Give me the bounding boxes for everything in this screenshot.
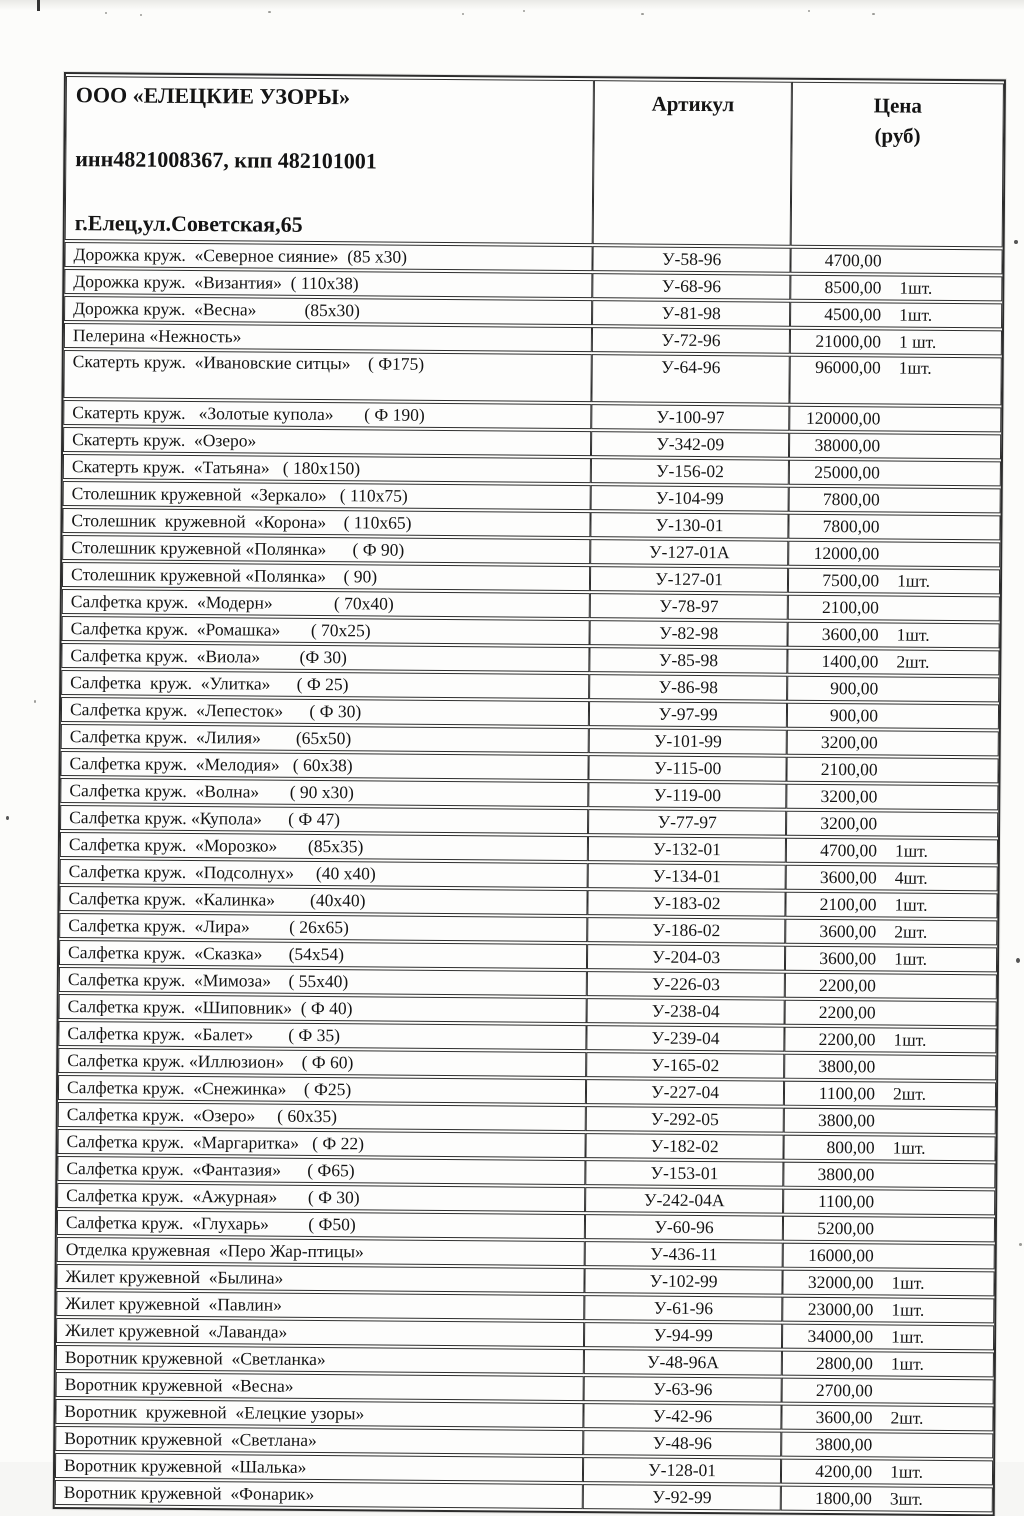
price-header-line-2: (руб) <box>874 123 921 148</box>
price-value: 16000,00 <box>808 1244 874 1266</box>
item-name: Салфетка круж. «Лепесток» ( Ф 30) <box>61 697 589 726</box>
price-value: 3600,00 <box>821 623 879 645</box>
item-name: Салфетка круж. «Волна» ( 90 х30) <box>60 778 588 807</box>
price-value: 2200,00 <box>818 1028 876 1050</box>
item-article: У-204-03 <box>587 944 785 971</box>
item-price-cell <box>782 1324 994 1351</box>
item-price-cell <box>782 1297 994 1324</box>
scan-speck <box>1014 240 1018 244</box>
item-article: У-64-96 <box>592 354 790 404</box>
qty-value: 2шт. <box>893 1083 927 1104</box>
item-price-cell <box>787 703 999 730</box>
item-article: У-63-96 <box>584 1376 782 1403</box>
item-article: У-226-03 <box>587 971 785 998</box>
item-name: Воротник кружевной «Светланка» <box>56 1345 584 1374</box>
price-value: 34000,00 <box>807 1325 874 1347</box>
item-price-cell <box>783 1216 995 1243</box>
price-value: 4500,00 <box>824 303 882 325</box>
item-article: У-153-01 <box>586 1160 784 1187</box>
item-article: У-292-05 <box>586 1106 784 1133</box>
item-name: Воротник кружевной «Весна» <box>56 1372 584 1401</box>
item-article: У-182-02 <box>586 1133 784 1160</box>
item-price-cell <box>787 757 999 784</box>
item-price-cell <box>787 676 999 703</box>
item-article: У-60-96 <box>585 1214 783 1241</box>
price-value: 2100,00 <box>821 596 879 618</box>
price-value: 3600,00 <box>815 1406 873 1428</box>
item-article: У-186-02 <box>587 917 785 944</box>
qty-value: 1шт. <box>891 1272 925 1293</box>
qty-value: 1шт. <box>890 1353 924 1374</box>
scan-speck <box>462 13 464 15</box>
price-value: 3200,00 <box>820 785 878 807</box>
item-price-cell <box>782 1351 994 1378</box>
column-header-article: Артикул <box>593 80 792 246</box>
item-price-cell <box>784 1081 996 1108</box>
item-price-cell <box>790 275 1002 302</box>
item-name: Салфетка круж. «Лира» ( 26х65) <box>59 913 587 942</box>
item-name: Скатерть круж. «Татьяна» ( 180х150) <box>63 454 591 483</box>
item-article: У-61-96 <box>584 1295 782 1322</box>
price-value: 2700,00 <box>815 1379 873 1401</box>
scan-speck <box>105 12 107 14</box>
item-price-cell <box>787 730 999 757</box>
item-price-cell <box>783 1243 995 1270</box>
company-info <box>65 76 595 244</box>
item-name: Салфетка круж. «Иллюзион» ( Ф 60) <box>58 1048 586 1077</box>
item-article: У-342-09 <box>591 431 789 458</box>
price-value: 1400,00 <box>821 650 879 672</box>
qty-value: 1шт. <box>897 570 931 591</box>
item-article: У-78-97 <box>590 593 788 620</box>
item-name: Салфетка круж. «Мелодия» ( 60х38) <box>60 751 588 780</box>
company-line-2: инн4821008367, кпп 482101001 <box>75 146 377 174</box>
price-value: 8500,00 <box>824 276 882 298</box>
item-name: Салфетка круж. «Маргаритка» ( Ф 22) <box>58 1129 586 1158</box>
item-name: Салфетка круж. «Виола» (Ф 30) <box>61 643 589 672</box>
item-price-cell <box>788 595 1000 622</box>
price-value: 2200,00 <box>818 1001 876 1023</box>
scan-speck <box>6 816 9 820</box>
item-price-cell <box>785 973 997 1000</box>
item-name: Отделка кружевная «Перо Жар-птицы» <box>57 1237 585 1266</box>
qty-value: 1шт. <box>891 1326 925 1347</box>
price-value: 96000,00 <box>815 356 881 378</box>
item-name: Салфетка круж. «Подсолнух» (40 х40) <box>60 859 588 888</box>
item-price-cell <box>786 865 998 892</box>
item-price-cell <box>785 892 997 919</box>
item-price-cell <box>789 433 1001 460</box>
price-table <box>53 72 1006 1516</box>
qty-value: 1шт. <box>892 1137 926 1158</box>
qty-value: 3шт. <box>889 1488 923 1509</box>
item-article: У-86-98 <box>589 674 787 701</box>
price-value: 7800,00 <box>822 515 880 537</box>
item-price-cell <box>785 919 997 946</box>
item-price-cell <box>788 514 1000 541</box>
item-name: Дорожка круж. «Северное сияние» (85 х30) <box>64 242 592 271</box>
qty-value: 1шт. <box>890 1461 924 1482</box>
qty-value: 2шт. <box>894 921 928 942</box>
item-article: У-128-01 <box>583 1457 781 1484</box>
item-article: У-156-02 <box>591 458 789 485</box>
item-price-cell <box>784 1108 996 1135</box>
item-article: У-127-01А <box>590 539 788 566</box>
scan-speck <box>808 10 810 12</box>
item-name: Столешник кружевной «Полянка» ( 90) <box>62 562 590 591</box>
item-price-cell <box>786 784 998 811</box>
price-value: 800,00 <box>826 1137 875 1158</box>
item-price-cell <box>789 460 1001 487</box>
item-name: Скатерть круж. «Ивановские ситцы» ( Ф175) <box>63 350 592 402</box>
item-price-cell <box>784 1135 996 1162</box>
qty-value: 1шт. <box>894 948 928 969</box>
item-article: У-82-98 <box>590 620 788 647</box>
item-price-cell <box>790 302 1002 329</box>
item-price-cell <box>781 1486 993 1513</box>
item-name: Салфетка круж. «Озеро» ( 60х35) <box>58 1102 586 1131</box>
price-value: 1100,00 <box>818 1082 876 1104</box>
item-name: Салфетка круж. «Шиповник» ( Ф 40) <box>59 994 587 1023</box>
qty-value: 1шт. <box>891 1299 925 1320</box>
item-name: Жилет кружевной «Лаванда» <box>56 1318 584 1347</box>
item-article: У-102-99 <box>585 1268 783 1295</box>
price-value: 3200,00 <box>820 812 878 834</box>
price-value: 3800,00 <box>817 1163 875 1185</box>
item-name: Столешник кружевной «Зеркало» ( 110х75) <box>63 481 591 510</box>
item-name: Столешник кружевной «Корона» ( 110х65) <box>62 508 590 537</box>
price-header-line-1: Цена <box>873 93 923 118</box>
item-name: Дорожка круж. «Византия» ( 110х38) <box>64 269 592 298</box>
item-name: Дорожка круж. «Весна» (85х30) <box>64 296 592 325</box>
item-article: У-436-11 <box>585 1241 783 1268</box>
item-name: Скатерть круж. «Золотые купола» ( Ф 190) <box>63 400 591 429</box>
qty-value: 1шт. <box>894 894 928 915</box>
price-value: 7500,00 <box>822 569 880 591</box>
table-header-row <box>65 76 1004 247</box>
item-article: У-183-02 <box>588 890 786 917</box>
item-article: У-165-02 <box>586 1052 784 1079</box>
item-price-cell <box>786 838 998 865</box>
item-name: Воротник кружевной «Елецкие узоры» <box>55 1399 583 1428</box>
qty-value: 1шт. <box>899 277 933 298</box>
item-name: Салфетка круж. «Ромашка» ( 70х25) <box>62 616 590 645</box>
price-value: 23000,00 <box>807 1298 874 1320</box>
item-article: У-72-96 <box>592 327 790 354</box>
item-price-cell <box>789 487 1001 514</box>
item-article: У-100-97 <box>591 404 789 431</box>
scan-speck <box>872 13 875 15</box>
item-article: У-48-96 <box>583 1430 781 1457</box>
item-name: Жилет кружевной «Былина» <box>56 1264 584 1293</box>
qty-value: 1 шт. <box>898 331 937 352</box>
scan-speck <box>34 700 36 703</box>
item-name: Воротник кружевной «Светлана» <box>55 1426 583 1455</box>
item-name: Пелерина «Нежность» <box>64 323 592 352</box>
qty-value: 1шт. <box>896 624 930 645</box>
price-value: 3800,00 <box>818 1055 876 1077</box>
item-price-cell <box>788 622 1000 649</box>
price-value: 21000,00 <box>815 330 882 352</box>
item-name: Скатерть круж. «Озеро» <box>63 427 591 456</box>
item-name: Салфетка круж. «Снежинка» ( Ф25) <box>58 1075 586 1104</box>
item-article: У-227-04 <box>586 1079 784 1106</box>
price-value: 12000,00 <box>813 542 880 564</box>
item-name: Салфетка круж. «Фантазия» ( Ф65) <box>57 1156 585 1185</box>
item-price-cell <box>789 356 1001 406</box>
item-price-cell <box>781 1432 993 1459</box>
item-price-cell <box>791 248 1003 275</box>
qty-value: 1шт. <box>894 840 929 861</box>
price-value: 3600,00 <box>819 947 877 969</box>
item-price-cell <box>785 1000 997 1027</box>
item-article: У-81-98 <box>592 300 790 327</box>
qty-value: 2шт. <box>890 1407 924 1428</box>
price-value: 4700,00 <box>824 249 882 271</box>
item-article: У-130-01 <box>591 512 789 539</box>
scan-speck <box>523 10 525 12</box>
item-article: У-48-96А <box>584 1349 782 1376</box>
item-name: Салфетка круж. «Сказка» (54х54) <box>59 940 587 969</box>
item-price-cell <box>785 946 997 973</box>
price-value: 3600,00 <box>819 866 877 888</box>
price-value: 3800,00 <box>817 1109 875 1131</box>
item-price-cell <box>788 541 1000 568</box>
price-value: 900,00 <box>830 678 879 699</box>
price-value: 32000,00 <box>807 1271 874 1293</box>
price-value: 2100,00 <box>820 758 878 780</box>
scan-speck <box>641 13 644 15</box>
item-article: У-97-99 <box>589 701 787 728</box>
price-value: 3600,00 <box>819 920 877 942</box>
price-value: 3800,00 <box>815 1433 873 1455</box>
price-value: 38000,00 <box>814 434 881 456</box>
price-value: 7800,00 <box>822 488 880 510</box>
price-value: 3200,00 <box>820 731 878 753</box>
table-row <box>55 1480 993 1512</box>
item-price-cell <box>788 568 1000 595</box>
price-table-body <box>55 76 1004 1512</box>
item-article: У-42-96 <box>584 1403 782 1430</box>
item-name: Салфетка круж. «Морозко» (85х35) <box>60 832 588 861</box>
item-price-cell <box>790 329 1002 356</box>
price-value: 25000,00 <box>814 461 881 483</box>
item-name: Воротник кружевной «Фонарик» <box>55 1480 583 1509</box>
scan-speck <box>140 14 142 16</box>
item-price-cell <box>782 1378 994 1405</box>
item-article: У-242-04А <box>585 1187 783 1214</box>
item-article: У-104-99 <box>591 485 789 512</box>
price-value: 5200,00 <box>817 1217 875 1239</box>
qty-value: 1шт. <box>898 357 932 378</box>
price-value: 4200,00 <box>815 1460 873 1482</box>
item-name: Салфетка круж. «Глухарь» ( Ф50) <box>57 1210 585 1239</box>
company-line-3: г.Елец,ул.Советская,65 <box>74 210 303 237</box>
scan-speck <box>268 11 271 13</box>
item-article: У-132-01 <box>588 836 786 863</box>
item-price-cell <box>783 1162 995 1189</box>
column-header-price <box>791 82 1004 248</box>
item-article: У-238-04 <box>587 998 785 1025</box>
item-name: Салфетка круж. «Лилия» (65х50) <box>61 724 589 753</box>
price-value: 2200,00 <box>818 974 877 996</box>
item-name: Салфетка круж. «Купола» ( Ф 47) <box>60 805 588 834</box>
scan-speck <box>1019 1243 1022 1246</box>
table-row <box>63 350 1001 405</box>
item-article: У-68-96 <box>592 273 790 300</box>
item-article: У-94-99 <box>584 1322 782 1349</box>
item-price-cell <box>784 1027 996 1054</box>
item-name: Салфетка круж. «Модерн» ( 70х40) <box>62 589 590 618</box>
price-value: 900,00 <box>829 705 879 726</box>
price-value: 2100,00 <box>819 893 877 915</box>
qty-value: 2шт. <box>896 651 930 672</box>
item-name: Салфетка круж. «Балет» ( Ф 35) <box>58 1021 586 1050</box>
item-price-cell <box>789 406 1001 433</box>
scan-speck <box>1016 958 1020 963</box>
item-name: Жилет кружевной «Павлин» <box>56 1291 584 1320</box>
item-name: Салфетка круж. «Ажурная» ( Ф 30) <box>57 1183 585 1212</box>
company-line-1: ООО «ЕЛЕЦКИЕ УЗОРЫ» <box>75 82 351 110</box>
item-price-cell <box>781 1459 993 1486</box>
item-price-cell <box>786 811 998 838</box>
qty-value: 4шт. <box>894 867 928 888</box>
item-article: У-58-96 <box>593 246 791 273</box>
price-value: 120000,00 <box>805 407 881 429</box>
item-name: Салфетка круж. «Улитка» ( Ф 25) <box>61 670 589 699</box>
item-price-cell <box>787 649 999 676</box>
item-article: У-92-99 <box>583 1484 781 1511</box>
item-article: У-127-01 <box>590 566 788 593</box>
item-name: Салфетка круж. «Калинка» (40х40) <box>59 886 587 915</box>
item-price-cell <box>784 1054 996 1081</box>
item-name: Салфетка круж. «Мимоза» ( 55х40) <box>59 967 587 996</box>
item-article: У-119-00 <box>588 782 786 809</box>
qty-value: 1шт. <box>893 1029 927 1050</box>
item-name: Столешник кружевной «Полянка» ( Ф 90) <box>62 535 590 564</box>
price-value: 2800,00 <box>816 1352 874 1374</box>
item-article: У-101-99 <box>589 728 787 755</box>
scan-artifact <box>37 0 40 11</box>
item-price-cell <box>782 1270 994 1297</box>
item-price-cell <box>783 1189 995 1216</box>
item-article: У-115-00 <box>589 755 787 782</box>
item-article: У-134-01 <box>588 863 786 890</box>
price-value: 1800,00 <box>814 1487 872 1509</box>
price-value: 1100,00 <box>817 1190 875 1212</box>
price-value: 4700,00 <box>820 839 878 861</box>
qty-value: 1шт. <box>899 304 933 325</box>
item-price-cell <box>781 1405 993 1432</box>
item-name: Воротник кружевной «Шалька» <box>55 1453 583 1482</box>
item-article: У-85-98 <box>590 647 788 674</box>
item-article: У-77-97 <box>588 809 786 836</box>
item-article: У-239-04 <box>587 1025 785 1052</box>
